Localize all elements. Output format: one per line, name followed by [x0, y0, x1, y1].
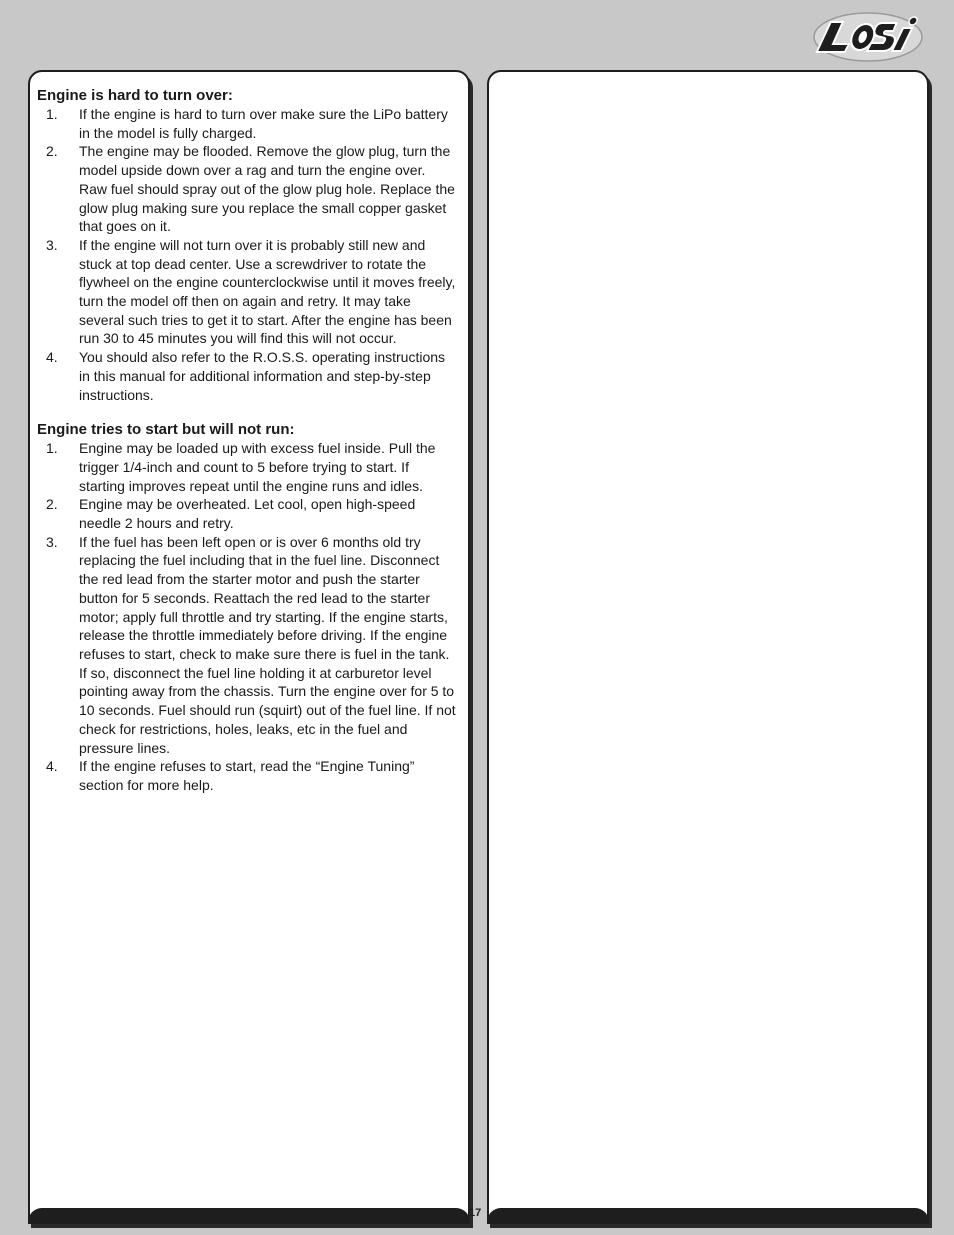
list-item: 2. Engine may be overheated. Let cool, open high-speed needle 2 hours and retry. — [46, 496, 416, 532]
list-item: 1. Engine may be loaded up with excess fuel inside. Pull the trigger 1/4-inch and count to 5 before trying to start. If starting improves repeat until the engine runs and idles. — [46, 440, 436, 494]
list-item: 3. If the engine will not turn over it is probably still new and stuck at top dead center. Use a screwdriver to rotate the flywheel on the engine counterclockwise until it moves freely, turn the model off then on again and retry. It may take several such tries to get it to start. After the engine has been run 30 to 45 minutes you will find this will not occur. — [46, 236, 456, 347]
list-item: 2. The engine may be flooded. Remove the glow plug, turn the model upside down over a rag and turn the engine over. Raw fuel should spray out of the glow plug hole. Replace the glow plug making sure you replace the small copper gasket that goes on it. — [46, 143, 455, 235]
footer-bar-right — [487, 1208, 929, 1222]
footer-bar-left — [28, 1208, 470, 1222]
list-item: 3. If the fuel has been left open or is over 6 months old try replacing the fuel including that in the fuel line. Disconnect the red lead from the starter motor and push the starter button for 5 seconds. Reattach the red lead to the starter motor; apply full throttle and try starting. If the engine starts, release the throttle immediately before driving. If the engine refuses to start, check to make sure there is fuel in the tank. If so, disconnect the fuel line holding it at carburetor level pointing away from the chassis. Turn the engine over for 5 to 10 seconds. Fuel should run (squirt) out of the fuel line. If not check for restrictions, holes, leaks, etc in the fuel and pressure lines. — [46, 533, 456, 756]
right-content-panel — [487, 70, 929, 1224]
section-title-will-not-run: Engine tries to start but will not run: — [37, 421, 295, 439]
troubleshooting-content — [37, 86, 457, 795]
section-title-hard-to-turn-over: Engine is hard to turn over: — [37, 87, 233, 104]
list-item: 1. If the engine is hard to turn over make sure the LiPo battery in the model is fully charged. — [46, 106, 448, 141]
list-will-not-run — [37, 439, 457, 794]
list-hard-to-turn-over — [37, 105, 457, 404]
losi-logo-icon — [812, 10, 924, 64]
list-item: 4. You should also refer to the R.O.S.S. operating instructions in this manual for additional information and step-by-step instructions. — [46, 349, 446, 403]
list-item: 4. If the engine refuses to start, read the “Engine Tuning” section for more help. — [46, 758, 415, 793]
page-number: 17 — [469, 1207, 482, 1219]
